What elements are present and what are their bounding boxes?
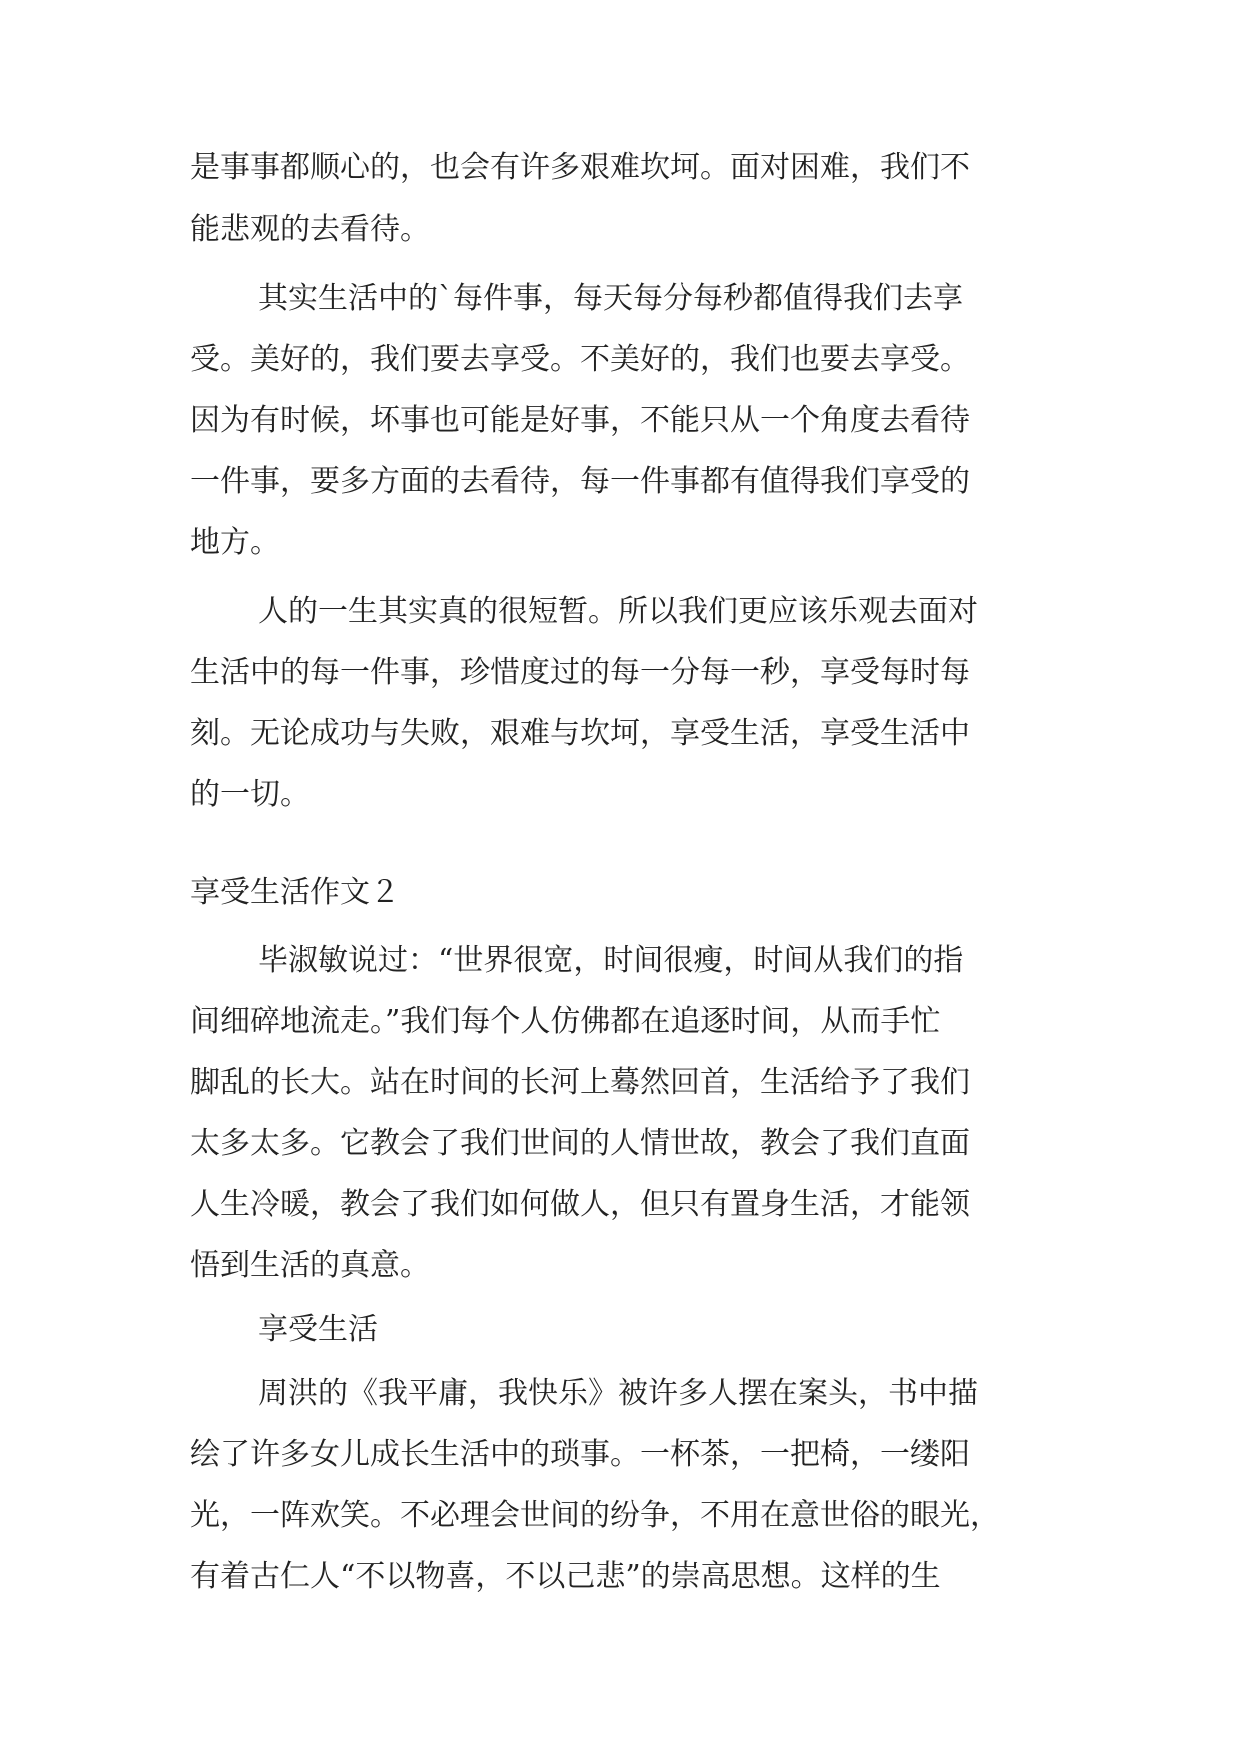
- text-line: 绘了许多女儿成长生活中的琐事。一杯茶，一把椅，一缕阳: [190, 1437, 970, 1472]
- text-line: 一件事，要多方面的去看待，每一件事都有值得我们享受的: [190, 464, 970, 499]
- text-line: 的一切。: [190, 777, 310, 812]
- paragraph-start-line: 周洪的《我平庸，我快乐》被许多人摆在案头，书中描: [258, 1376, 978, 1411]
- text-line: 悟到生活的真意。: [190, 1248, 430, 1283]
- paragraph-start-line: 其实生活中的`每件事，每天每分每秒都值得我们去享: [258, 281, 963, 316]
- text-line: 地方。: [190, 525, 280, 560]
- subheading-line: 享受生活: [258, 1312, 378, 1347]
- text-line: 光，一阵欢笑。不必理会世间的纷争，不用在意世俗的眼光，: [190, 1498, 1000, 1533]
- text-line: 有着古仁人“不以物喜，不以己悲”的崇高思想。这样的生: [190, 1559, 941, 1594]
- text-line: 人生冷暖，教会了我们如何做人，但只有置身生活，才能领: [190, 1187, 970, 1222]
- text-line: 因为有时候，坏事也可能是好事，不能只从一个角度去看待: [190, 403, 970, 438]
- text-line: 受。美好的，我们要去享受。不美好的，我们也要去享受。: [190, 342, 970, 377]
- paragraph-start-line: 人的一生其实真的很短暂。所以我们更应该乐观去面对: [258, 594, 978, 629]
- text-line: 间细碎地流走。”我们每个人仿佛都在追逐时间，从而手忙: [190, 1004, 941, 1039]
- section-heading: 享受生活作文２: [190, 875, 400, 910]
- text-line: 能悲观的去看待。: [190, 212, 430, 247]
- text-line: 太多太多。它教会了我们世间的人情世故，教会了我们直面: [190, 1126, 970, 1161]
- text-line: 脚乱的长大。站在时间的长河上蓦然回首，生活给予了我们: [190, 1065, 970, 1100]
- paragraph-start-line: 毕淑敏说过：“世界很宽，时间很瘦，时间从我们的指: [258, 943, 964, 978]
- text-line: 生活中的每一件事，珍惜度过的每一分每一秒，享受每时每: [190, 655, 970, 690]
- text-line: 刻。无论成功与失败，艰难与坎坷，享受生活，享受生活中: [190, 716, 970, 751]
- text-line: 是事事都顺心的，也会有许多艰难坎坷。面对困难，我们不: [190, 150, 970, 185]
